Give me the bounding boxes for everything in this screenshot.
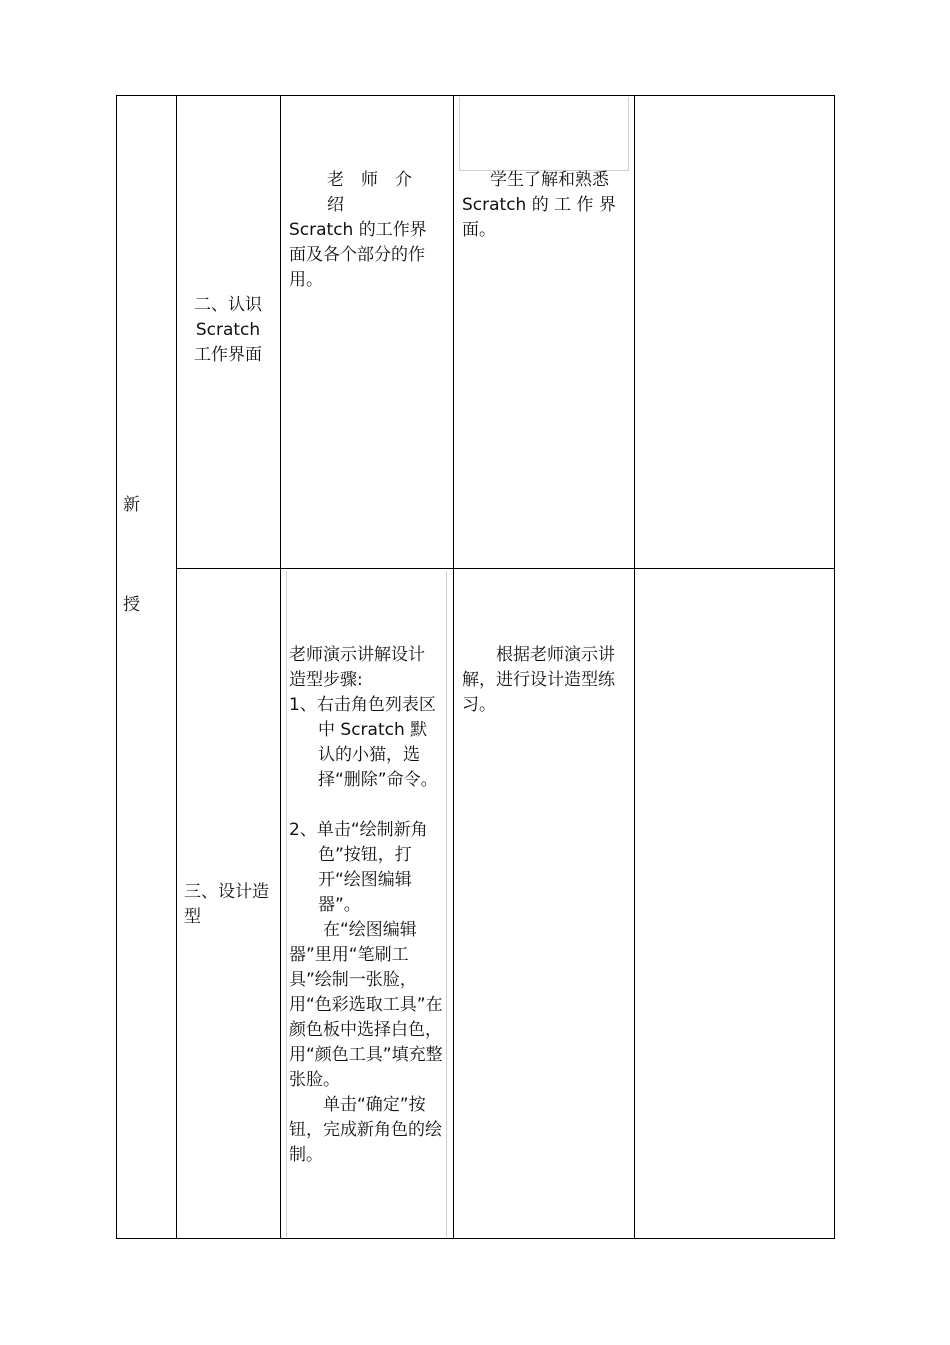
teacher-activity [289, 168, 444, 293]
step-title-line: 工作界面 [194, 345, 262, 365]
student-activity-line: 面。 [462, 220, 496, 240]
student-activity-line: 学生了解和熟悉 [490, 170, 609, 190]
table-border-right [834, 95, 835, 1239]
column-divider-2 [280, 95, 281, 1239]
table-border-left [116, 95, 117, 1239]
teacher-intro-line: 造型步骤: [289, 670, 363, 690]
column-divider-3 [453, 95, 454, 1239]
column-divider-4 [634, 95, 635, 1239]
teacher-step-item: 1、右击角色列表区中 Scratch 默认的小猫，选择“删除”命令。 [289, 695, 438, 790]
inner-frame-line [459, 97, 460, 170]
column-divider-1 [176, 95, 177, 1239]
table-border-top [116, 95, 835, 96]
teacher-step-item: 2、单击“绘制新角色”按钮，打开“绘图编辑器”。 [289, 820, 428, 915]
teacher-paragraph: 单击“确定”按钮，完成新角色的绘制。 [289, 1095, 442, 1165]
student-activity-line: Scratch 的 工 作 界 [462, 195, 616, 215]
teacher-activity-line: 面及各个部分的作 [289, 245, 425, 265]
inner-frame-line [286, 571, 287, 1237]
teacher-activity-line: 老 师 介 绍 [327, 170, 429, 215]
student-activity: 根据老师演示讲解，进行设计造型练习。 [462, 645, 615, 715]
section-label-char: 授 [123, 595, 140, 615]
teacher-activity [289, 643, 444, 1168]
teacher-intro-line: 老师演示讲解设计 [289, 645, 425, 665]
step-title-line: 型 [184, 907, 201, 927]
step-title [184, 880, 276, 930]
step-title [178, 293, 278, 368]
spacer [289, 793, 444, 818]
section-label-char: 新 [123, 495, 140, 515]
step-title-line: 二、认识 [194, 295, 262, 315]
inner-frame-line [628, 97, 629, 170]
student-activity [462, 168, 628, 243]
table-border-bottom [116, 1238, 835, 1239]
step-title-line: 三、设计造 [184, 882, 269, 902]
teacher-activity-line: Scratch 的工作界 [289, 220, 427, 240]
row-divider [176, 568, 835, 569]
step-title-line: Scratch [195, 320, 261, 340]
inner-frame-line [446, 571, 447, 1237]
teacher-paragraph: 在“绘图编辑器”里用“笔刷工具”绘制一张脸，用“色彩选取工具”在颜色板中选择白色，用“颜色工具”填充整张脸。 [289, 920, 443, 1090]
teacher-activity-line: 用。 [289, 270, 323, 290]
